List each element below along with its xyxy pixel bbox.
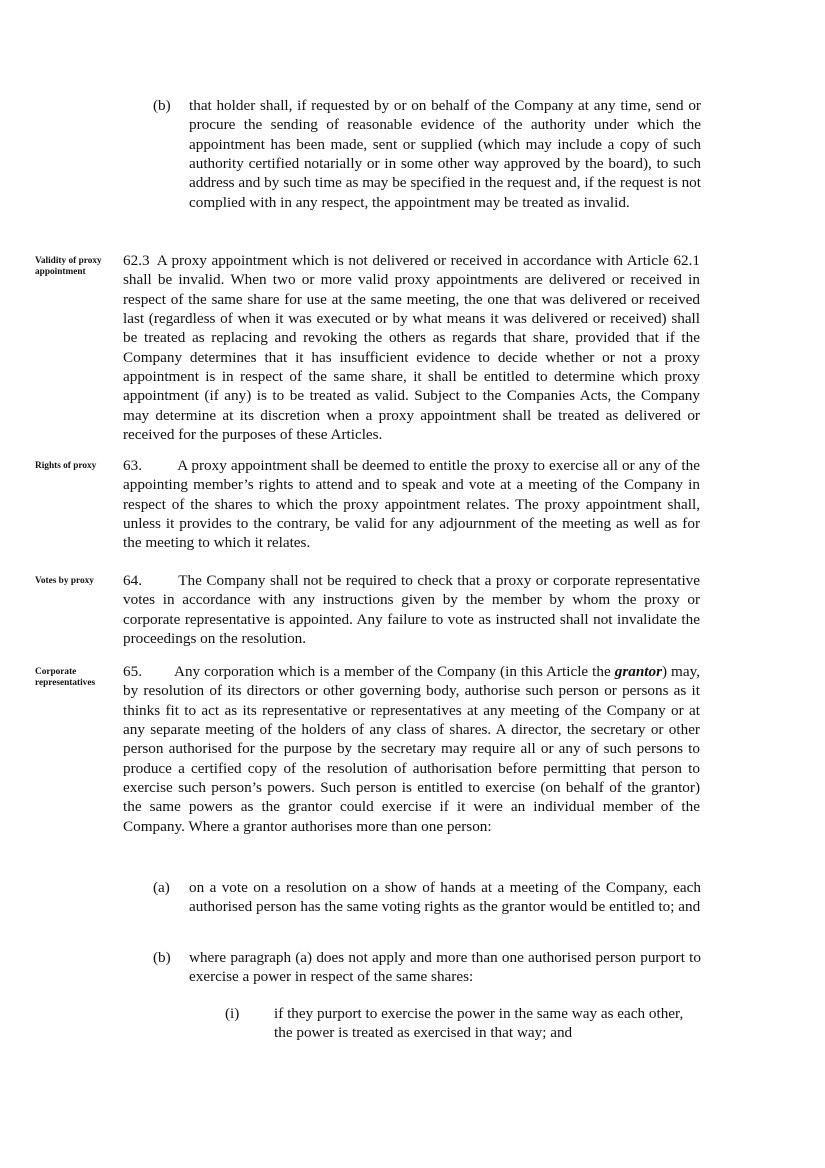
side-heading-corporate-representatives: Corporate representatives [35,667,96,688]
article-number: 64. [123,572,142,589]
article-text-before: Any corporation which is a member of the Company (in this Article the [174,663,615,680]
clause-label: (i) [225,1005,240,1022]
article-text: A proxy appointment which is not delivered or received in accordance with Article 62.1 shall be invalid. When two or more valid proxy appointments are delivered or received in respect of the same share for use at the same meeting, the one that was delivered or received last (regardless of when it was executed or by what means it was delivered or received) shall be treated as replacing and revoking the others as regards that share, provided that if the Company determines that it has insufficient evidence to decide whether or not a proxy appointment is in respect of the same share, it shall be entitled to determine which proxy appointment (if any) is to be treated as valid. Subject to the Companies Acts, the Company may determine at its discretion when a proxy appointment shall be treated as delivered or received for the purposes of these Articles. [123,252,700,444]
clause-62-2-b [153,96,701,212]
clause-65-b-i [225,1004,694,1043]
clause-text: on a vote on a resolution on a show of hands at a meeting of the Company, each authorised person has the same voting rights as the grantor would be entitled to; and [189,879,701,916]
clause-65-b [153,948,701,987]
clause-text: that holder shall, if requested by or on behalf of the Company at any time, send or procure the sending of reasonable evidence of the authority under which the appointment has been made, sent or supplied (which may include a copy of such authority certified notarially or in some other way approved by the board), to such address and by such time as may be specified in the request and, if the request is not complied with in any respect, the appointment may be treated as invalid. [189,97,701,211]
article-64 [123,571,700,648]
article-number: 63. [123,457,142,474]
defined-term-grantor: grantor [614,663,662,680]
clause-label: (b) [153,97,171,114]
clause-text: where paragraph (a) does not apply and more than one authorised person purport to exercise a power in respect of the same shares: [189,949,701,986]
clause-text: if they purport to exercise the power in the same way as each other, the power is treated as exercised in that way; and [274,1005,684,1042]
article-number: 62.3 [123,252,150,269]
article-63 [123,456,700,553]
article-62-3 [123,251,700,444]
clause-65-a [153,878,701,917]
side-heading-validity-of-proxy-appointment: Validity of proxy appointment [35,256,102,277]
clause-label: (b) [153,949,171,966]
article-number: 65. [123,663,142,680]
article-text: The Company shall not be required to check that a proxy or corporate representative votes in accordance with any instructions given by the member by whom the proxy or corporate representative is appointed. Any failure to vote as instructed shall not invalidate the proceedings on the resolution. [123,572,700,648]
side-heading-rights-of-proxy: Rights of proxy [35,461,97,471]
side-heading-votes-by-proxy: Votes by proxy [35,576,94,586]
clause-label: (a) [153,879,170,896]
article-text-after: ) may, by resolution of its directors or other governing body, authorise such person or persons as it thinks fit to act as its representative or representatives at any meeting of the Company or at any separate meeting of the holders of any class of shares. A director, the secretary or other person authorised for the purpose by the secretary may require all or any of such persons to produce a certified copy of the resolution of authorisation before permitting that person to exercise such person’s powers. Such person is entitled to exercise (on behalf of the grantor) the same powers as the grantor could exercise if it were an individual member of the Company. Where a grantor authorises more than one person: [123,663,701,835]
article-text: A proxy appointment shall be deemed to entitle the proxy to exercise all or any of the appointing member’s rights to attend and to speak and vote at a meeting of the Company in respect of the shares to which the proxy appointment relates. The proxy appointment shall, unless it provides to the contrary, be valid for any adjournment of the meeting as well as for the meeting to which it relates. [123,457,700,552]
article-65 [123,662,700,836]
